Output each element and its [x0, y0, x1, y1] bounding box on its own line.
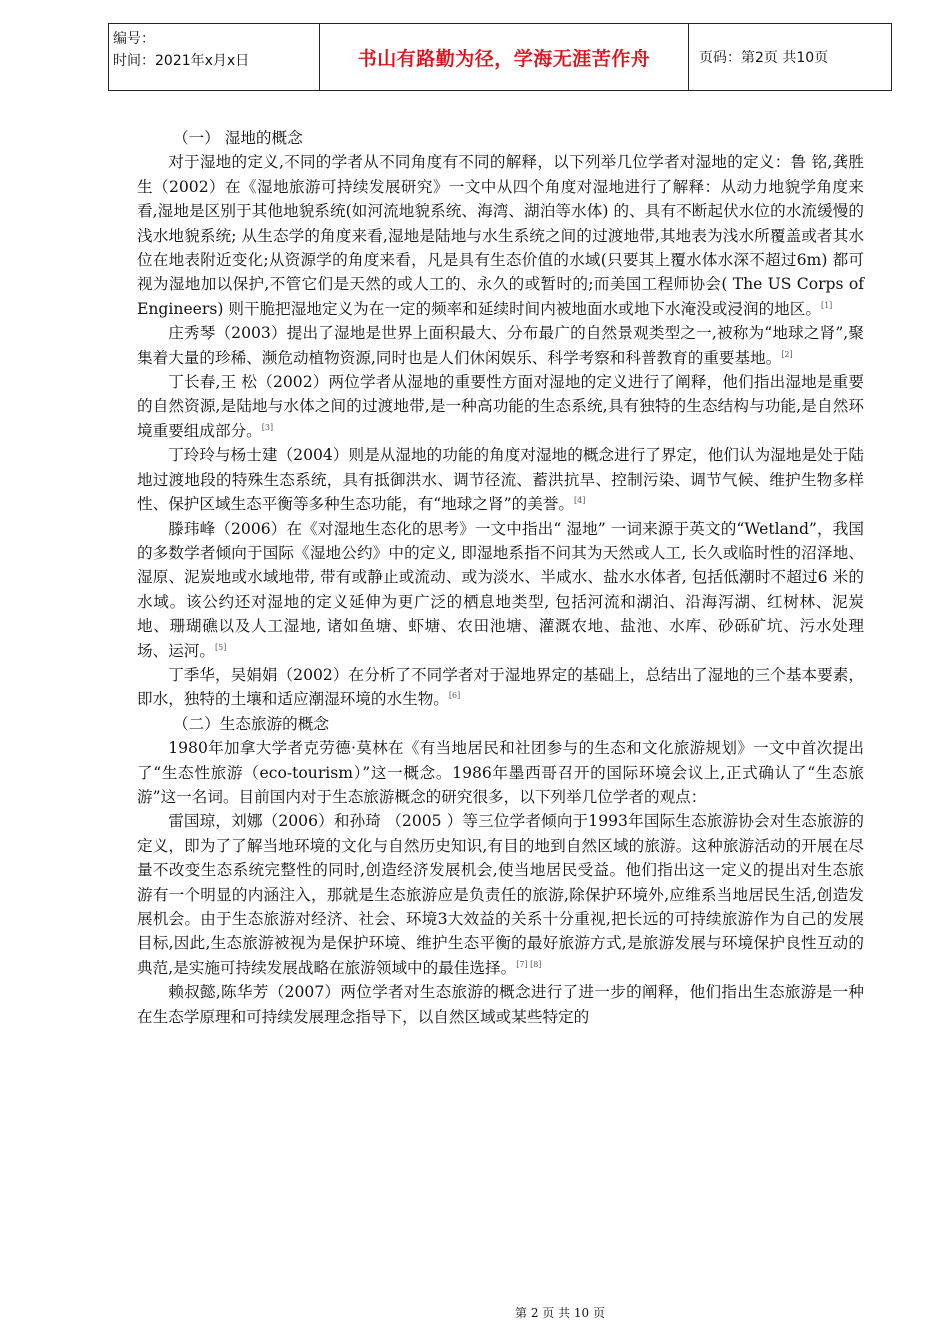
paragraph-text: 丁长春,王 松（2002）两位学者从湿地的重要性方面对湿地的定义进行了阐释，他们指出湿地是重要的自然资源,是陆地与水体之间的过渡地带,是一种高功能的生态系统,具有独特的生态结构与功能,是自然环境重要组成部分。: [137, 373, 864, 440]
paragraph-text: 丁玲玲与杨士建（2004）则是从湿地的功能的角度对湿地的概念进行了界定，他们认为湿地是处于陆地过渡地段的特殊生态系统，具有抵御洪水、调节径流、蓄洪抗旱、控制污染、调节气候、维护生物多样性、保护区域生态平衡等多种生态功能，有“地球之肾”的美誉。: [137, 446, 864, 514]
document-number-label: 编号：: [113, 31, 155, 47]
citation-ref: [7] [8]: [516, 959, 542, 969]
section-heading: [137, 712, 864, 736]
citation-ref: [3]: [261, 422, 274, 432]
paragraph: [137, 370, 864, 443]
paragraph-text: 1980年加拿大学者克劳德·莫林在《有当地居民和社团参与的生态和文化旅游规划》一文中首次提出了“生态性旅游（eco-tourism）”这一概念。1986年墨西哥召开的国际环境会议上,正式确认了“生态旅游”这一名词。目前国内对于生态旅游概念的研究很多，以下列举几位学者的观点：: [137, 739, 864, 806]
section-heading-text: （一） 湿地的概念: [173, 129, 303, 147]
paragraph-text: 对于湿地的定义,不同的学者从不同角度有不同的解释，以下列举几位学者对湿地的定义：鲁 铭,龚胜生（2002）在《湿地旅游可持续发展研究》一文中从四个角度对湿地进行了解释：从动力地貌学角度来看,湿地是区别于其他地貌系统(如河流地貌系统、海湾、湖泊等水体) 的、具有不断起伏水位的水流缓慢的浅水地貌系统; 从生态学的角度来看,湿地是陆地与水生系统之间的过渡地带,其地表为浅水所覆盖或者其水位在地表附近变化;从资源学的角度来看，凡是具有生态价值的水域(只要其上覆水体水深不超过6m) 都可视为湿地加以保护,不管它们是天然的或人工的、永久的或暂时的;而美国工程师协会( The US Corps of Engineers) 则干脆把湿地定义为在一定的频率和延续时间内被地面水或地下水淹没或浸润的地区。: [137, 153, 864, 318]
paragraph: [137, 321, 864, 370]
paragraph: [137, 980, 864, 1029]
footer-page-number: 第 2 页 共 10 页: [515, 1306, 605, 1320]
document-time-label: 时间：2021年x月x日: [113, 53, 250, 69]
paragraph-text: 庄秀琴（2003）提出了湿地是世界上面积最大、分布最广的自然景观类型之一,被称为“地球之肾”,聚集着大量的珍稀、濒危动植物资源,同时也是人们休闲娱乐、科学考察和科普教育的重要基地。: [137, 324, 864, 367]
page-header: [108, 23, 892, 91]
citation-ref: [1]: [820, 300, 833, 310]
paragraph: [137, 809, 864, 980]
citation-ref: [2]: [781, 349, 793, 359]
header-meta: [109, 24, 320, 90]
paragraph-text: 丁季华，吴娟娟（2002）在分析了不同学者对于湿地界定的基础上，总结出了湿地的三个基本要素，即水，独特的土壤和适应潮湿环境的水生物。: [137, 665, 864, 709]
citation-ref: [5]: [214, 642, 227, 652]
citation-ref: [4]: [573, 496, 586, 506]
paragraph-text: 赖叔懿,陈华芳（2007）两位学者对生态旅游的概念进行了进一步的阐释，他们指出生态旅游是一种在生态学原理和可持续发展理念指导下，以自然区域或某些特定的: [137, 983, 864, 1026]
paragraph-text: 雷国琼，刘娜（2006）和孙琦 （2005 ）等三位学者倾向于1993年国际生态旅游协会对生态旅游的定义，即为了了解当地环境的文化与自然历史知识,有目的地到自然区域的旅游。这种旅游活动的开展在尽量不改变生态系统完整性的同时,创造经济发展机会,使当地居民受益。他们指出这一定义的提出对生态旅游有一个明显的内涵注入，那就是生态旅游应是负责任的旅游,除保护环境外,应维系当地居民生活,创造发展机会。由于生态旅游对经济、社会、环境3大效益的关系十分重视,把长远的可持续旅游作为自己的发展目标,因此,生态旅游被视为是保护环境、维护生态平衡的最好旅游方式,是旅游发展与环境保护良性互动的典范,是实施可持续发展战略在旅游领域中的最佳选择。: [137, 812, 864, 977]
header-page-label: 页码：第2页 共10页: [699, 50, 829, 66]
paragraph: [137, 443, 864, 516]
paragraph: [137, 517, 864, 663]
paragraph: [137, 736, 864, 809]
document-body: [137, 126, 864, 1029]
citation-ref: [6]: [448, 691, 461, 701]
paragraph: [137, 150, 864, 321]
paragraph: [137, 663, 864, 712]
paragraph-text: 滕玮峰（2006）在《对湿地生态化的思考》一文中指出“ 湿地” 一词来源于英文的“Wetland”，我国的多数学者倾向于国际《湿地公约》中的定义, 即湿地系指不问其为天然或人工, 长久或临时性的沼泽地、湿原、泥炭地或水域地带, 带有或静止或流动、或为淡水、半咸水、盐水水体者, 包括低潮时不超过6 米的水域。该公约还对湿地的定义延伸为更广泛的栖息地类型, 包括河流和湖泊、沿海泻湖、红树林、泥炭地、珊瑚礁以及人工湿地, 诸如鱼塘、虾塘、农田池塘、灌溉农地、盐池、水库、砂砾矿坑、污水处理场、运河。: [137, 519, 864, 660]
section-heading-text: （二）生态旅游的概念: [173, 714, 329, 733]
page-footer: [0, 1304, 950, 1321]
header-motto: 书山有路勤为径，学海无涯苦作舟: [320, 24, 689, 90]
section-heading: [137, 126, 864, 150]
